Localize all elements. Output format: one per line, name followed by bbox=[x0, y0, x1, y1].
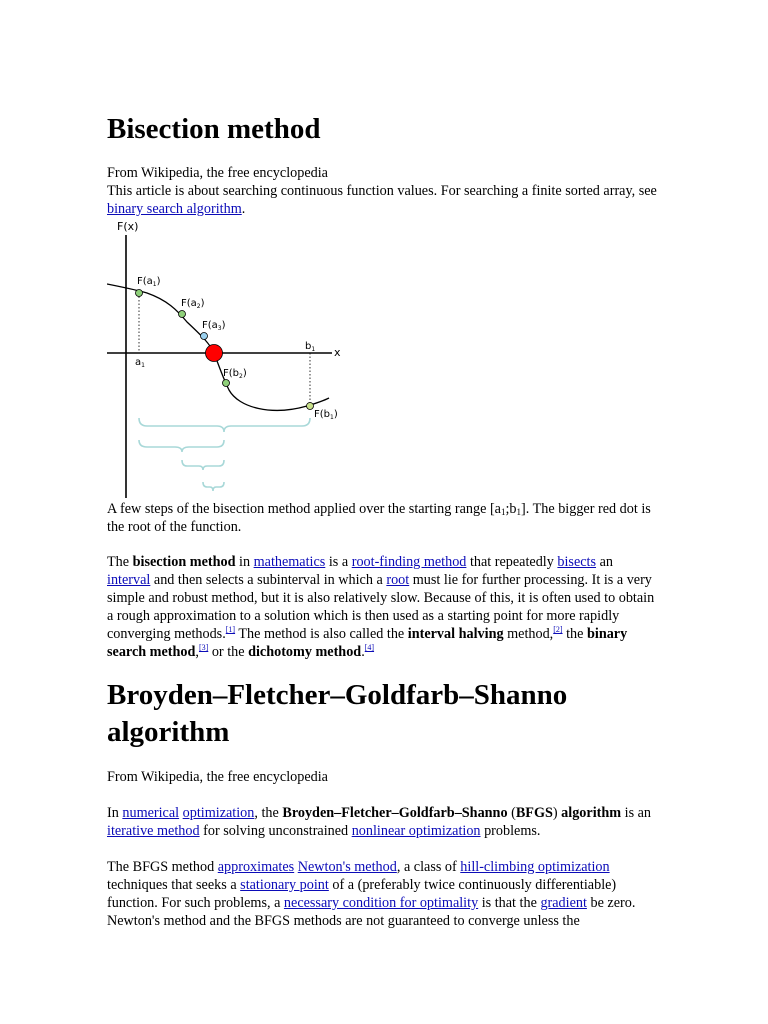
stationary-point-link[interactable]: stationary point bbox=[240, 877, 329, 893]
ref-1-link[interactable]: [1] bbox=[225, 625, 236, 634]
hill-climbing-optimization-link[interactable]: hill-climbing optimization bbox=[460, 859, 610, 875]
bfgs-method-paragraph: The BFGS method approximates Newton's method, a class of hill-climbing optimization techniques that seeks a stationary point of a (preferably twice continuously differentiable) function. For such problems, a necessary condition for optimality is that the gradient be zero. Newton's method and the BFGS methods are not guaranteed to converge unless the bbox=[107, 859, 636, 929]
fx-label: F(x) bbox=[117, 220, 139, 233]
approximates-link[interactable]: approximates bbox=[217, 859, 295, 875]
point-fa1 bbox=[136, 290, 143, 297]
root-link[interactable]: root bbox=[386, 572, 410, 588]
binary-search-algorithm-link[interactable]: binary search algorithm bbox=[107, 201, 242, 217]
newtons-method-link[interactable]: Newton's method bbox=[297, 859, 397, 875]
label-fa3: $F(a_3)$ bbox=[202, 320, 226, 332]
x-axis-label: x bbox=[334, 346, 341, 359]
ref-4-link[interactable]: [4] bbox=[364, 643, 375, 652]
from-wikipedia: From Wikipedia, the free encyclopedia bbox=[107, 165, 328, 181]
iterative-method-link[interactable]: iterative method bbox=[107, 823, 200, 839]
point-fa3 bbox=[201, 333, 208, 340]
label-fb1: $F(b_1)$ bbox=[314, 409, 338, 421]
root-finding-method-link[interactable]: root-finding method bbox=[351, 554, 467, 570]
bisection-intro-paragraph: The bisection method in mathematics is a root-finding method that repeatedly bisects an interval and then selects a subinterval in which a root must lie for further processing. It is a very simple and robust method, but it is also relatively slow. Because of this, it is often used to obtain a rough approximation to a solution which is then used as a starting point for more rapidly converging methods.[1] The method is also called the interval halving method,[2] the binary search method,[3] or the dichotomy method.[4] bbox=[107, 554, 655, 660]
mathematics-link[interactable]: mathematics bbox=[253, 554, 326, 570]
nonlinear-optimization-link[interactable]: nonlinear optimization bbox=[351, 823, 481, 839]
from-wikipedia-bfgs: From Wikipedia, the free encyclopedia bbox=[107, 769, 328, 785]
point-fb1 bbox=[307, 403, 314, 410]
label-fb2: $F(b_2)$ bbox=[223, 368, 247, 380]
interval-braces bbox=[139, 418, 310, 491]
bisection-figure bbox=[107, 218, 357, 500]
bfgs-intro-paragraph: In numerical optimization, the Broyden–Fletcher–Goldfarb–Shanno (BFGS) algorithm is an iterative method for solving unconstrained nonlinear optimization problems. bbox=[107, 805, 652, 839]
label-b1: $b_1$ bbox=[305, 341, 316, 353]
article-title-bfgs: Broyden–Fletcher–Goldfarb–Shanno algorithm bbox=[107, 679, 568, 748]
numerical-link[interactable]: numerical bbox=[122, 805, 180, 821]
hatnote: This article is about searching continuous function values. For searching a finite sorted array, see binary search algorithm. bbox=[107, 183, 657, 217]
point-fa2 bbox=[179, 311, 186, 318]
ref-2-link[interactable]: [2] bbox=[553, 625, 563, 634]
point-fb2 bbox=[223, 380, 230, 387]
root-dot bbox=[206, 345, 223, 362]
necessary-condition-link[interactable]: necessary condition for optimality bbox=[283, 895, 479, 911]
optimization-link[interactable]: optimization bbox=[182, 805, 255, 821]
ref-3-link[interactable]: [3] bbox=[198, 643, 209, 652]
gradient-link[interactable]: gradient bbox=[540, 895, 587, 911]
label-a1: $a_1$ bbox=[135, 357, 145, 369]
figure-caption: A few steps of the bisection method applied over the starting range $[a_1;b_1]$. The bigger red dot is the root of the function. bbox=[107, 501, 651, 535]
interval-link[interactable]: interval bbox=[107, 572, 151, 588]
label-fa2: $F(a_2)$ bbox=[181, 298, 205, 310]
bisects-link[interactable]: bisects bbox=[557, 554, 597, 570]
article-title: Bisection method bbox=[107, 113, 321, 145]
label-fa1: $F(a_1)$ bbox=[137, 276, 161, 288]
